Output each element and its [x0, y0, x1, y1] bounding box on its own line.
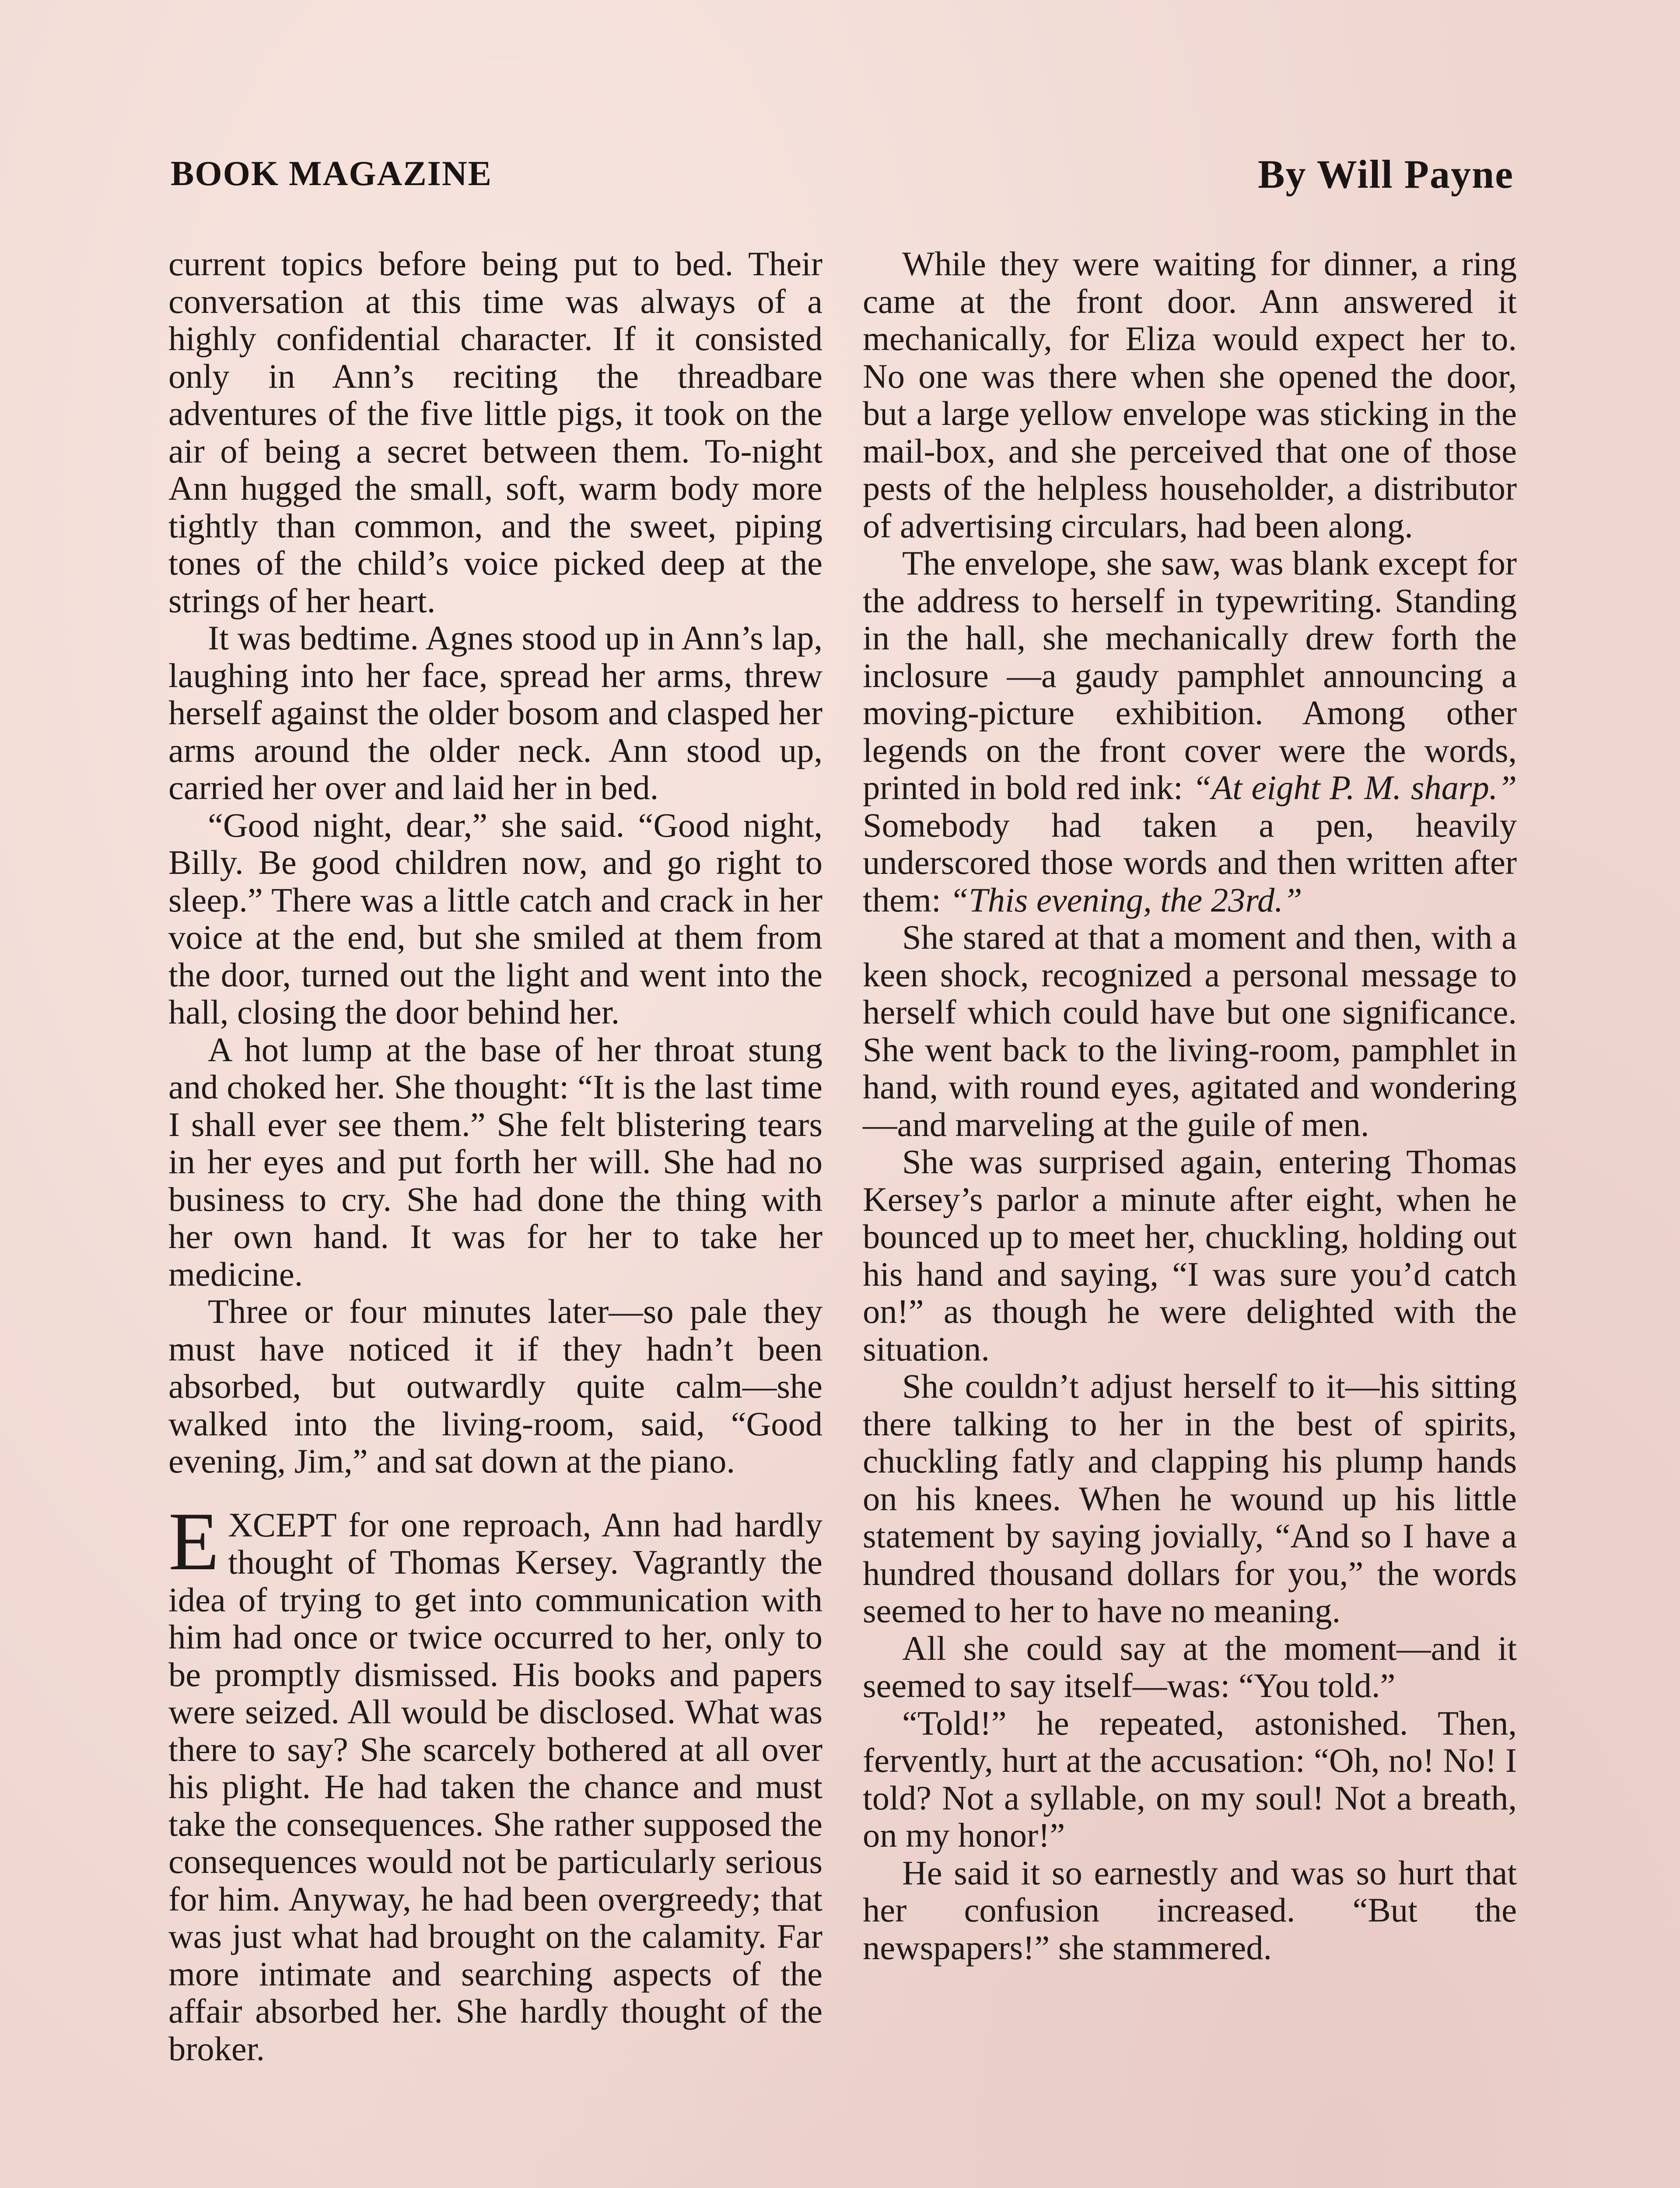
section-start-paragraph	[168, 1495, 822, 2068]
paragraph: He said it so earnestly and was so hurt that her confusion increased. “But the newspapers!” she stammered.	[863, 1853, 1517, 1967]
author-byline: By Will Payne	[1258, 152, 1514, 196]
paragraph	[863, 544, 1517, 919]
magazine-title: BOOK MAGAZINE	[171, 154, 492, 193]
paragraph: She was surprised again, entering Thomas Kersey’s parlor a minute after eight, when he bounced up to meet her, chuckling, holding out his hand and saying, “I was sure you’d catch on!” as though he were delighted with the situation.	[863, 1143, 1517, 1368]
right-column	[863, 245, 1517, 1966]
paragraph: A hot lump at the base of her throat stung and choked her. She thought: “It is the last time I shall ever see them.” She felt blistering tears in her eyes and put forth her will. She had no business to cry. She had done the thing with her own hand. It was for her to take her medicine.	[168, 1030, 822, 1293]
paragraph: All she could say at the moment—and it seemed to say itself—was: “You told.”	[863, 1629, 1517, 1704]
paragraph: Three or four minutes later—so pale they must have noticed it if they hadn’t been absorbed, but outwardly quite calm—she walked into the living-room, said, “Good evening, Jim,” and sat down at the piano.	[168, 1292, 822, 1480]
italic-quote: “This evening, the 23rd.”	[949, 880, 1302, 919]
italic-quote: “At eight P. M. sharp.”	[1192, 768, 1517, 806]
paragraph: While they were waiting for dinner, a ring came at the front door. Ann answered it mechanically, for Eliza would expect her to. No one was there when she opened the door, but a large yellow envelope was sticking in the mail-box, and she perceived that one of those pests of the helpless householder, a distributor of advertising circulars, had been along.	[863, 245, 1517, 545]
paragraph: “Told!” he repeated, astonished. Then, fervently, hurt at the accusation: “Oh, no! No! I told? Not a syllable, on my soul! Not a breath, on my honor!”	[863, 1704, 1517, 1854]
paragraph-text: Somebody had taken a pen, heavily underscored those words and then written after them:	[863, 806, 1517, 919]
paragraph: current topics before being put to bed. Their conversation at this time was always of a highly confidential character. If it consisted only in Ann’s reciting the threadbare adventures of the five little pigs, it took on the air of being a secret between them. To-night Ann hugged the small, soft, warm body more tightly than common, and the sweet, piping tones of the child’s voice picked deep at the strings of her heart.	[168, 245, 822, 620]
drop-cap: E	[168, 1495, 220, 1588]
paragraph-text: XCEPT for one reproach, Ann had hardly thought of Thomas Kersey. Vagrantly the idea of trying to get into communication with him had once or twice occurred to her, only to be promptly dismissed. His books and papers were seized. All would be disclosed. What was there to say? She scarcely bothered at all over his plight. He had taken the chance and must take the consequences. She rather supposed the consequences would not be particularly serious for him. Anyway, he had been overgreedy; that was just what had brought on the calamity. Far more intimate and searching aspects of the affair absorbed her. She hardly thought of the broker.	[168, 1505, 822, 2068]
paragraph: It was bedtime. Agnes stood up in Ann’s lap, laughing into her face, spread her arms, threw herself against the older bosom and clasped her arms around the older neck. Ann stood up, carried her over and laid her in bed.	[168, 619, 822, 806]
paragraph: She couldn’t adjust herself to it—his sitting there talking to her in the best of spirits, chuckling fatly and clapping his plump hands on his knees. When he wound up his little statement by saying jovially, “And so I have a hundred thousand dollars for you,” the words seemed to her to have no meaning.	[863, 1367, 1517, 1630]
paragraph-text: The envelope, she saw, was blank except for the address to herself in typewriting. Standing in the hall, she mechanically drew forth the inclosure —a gaudy pamphlet announcing a moving-picture exhibition. Among other legends on the front cover were the words, printed in bold red ink:	[863, 544, 1517, 806]
paragraph: She stared at that a moment and then, with a keen shock, recognized a personal message to herself which could have but one significance. She went back to the living-room, pamphlet in hand, with round eyes, agitated and wondering—and marveling at the guile of men.	[863, 918, 1517, 1143]
left-column	[168, 245, 822, 2067]
paragraph: “Good night, dear,” she said. “Good night, Billy. Be good children now, and go right to sleep.” There was a little catch and crack in her voice at the end, but she smiled at them from the door, turned out the light and went into the hall, closing the door behind her.	[168, 806, 822, 1031]
